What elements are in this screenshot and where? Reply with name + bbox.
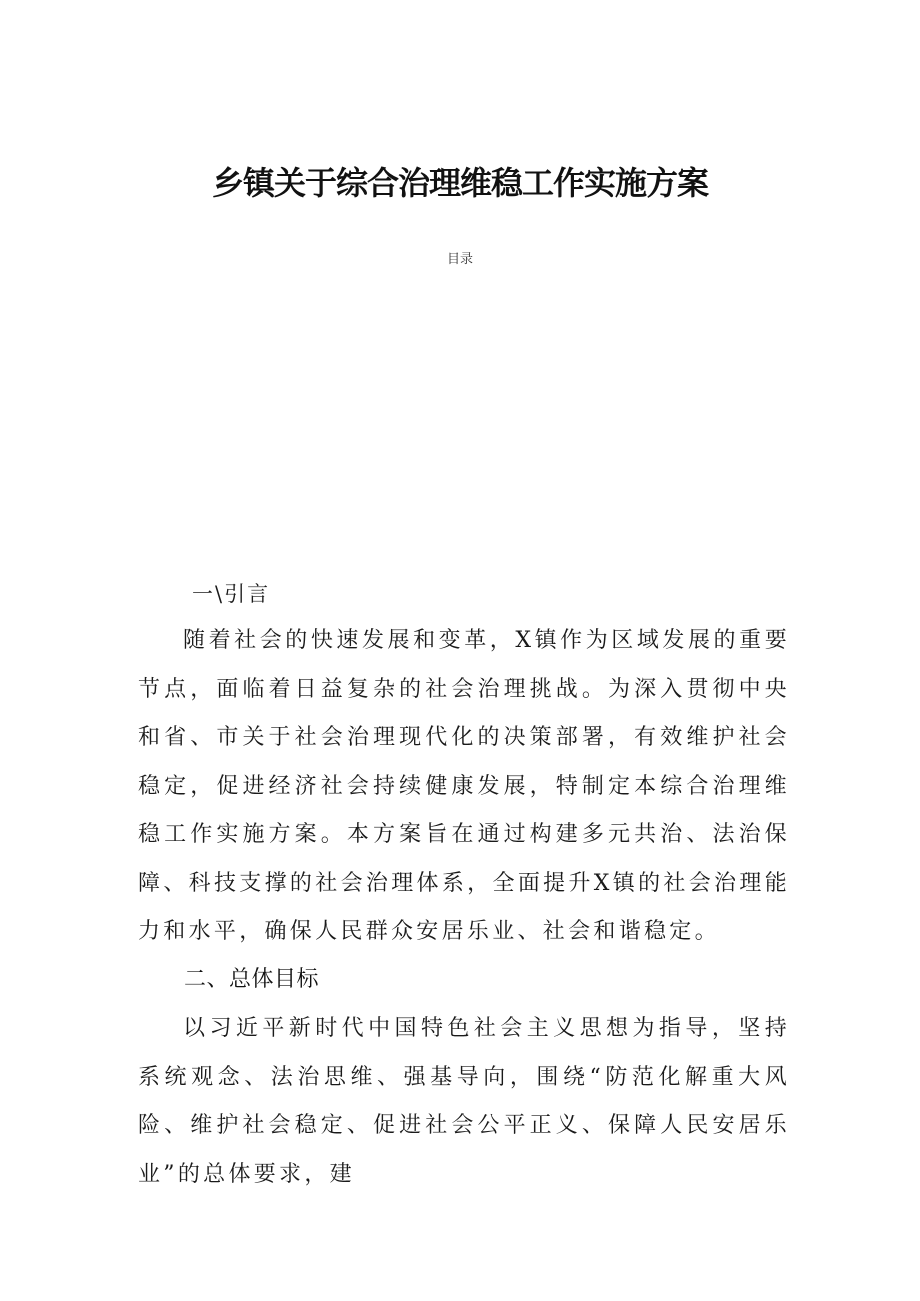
section-heading-overall-goals: 二、总体目标 [184,967,320,992]
introduction-paragraph: 随着社会的快速发展和变革，X镇作为区域发展的重要节点，面临着日益复杂的社会治理挑战。为深入贯彻中央和省、市关于社会治理现代化的决策部署，有效维护社会稳定，促进经济社会持续健康发展，特制定本综合治理维稳工作实施方案。本方案旨在通过构建多元共治、法治保障、科技支撑的社会治理体系，全面提升X镇的社会治理能力和水平，确保人民群众安居乐业、社会和谐稳定。 [138,628,790,944]
table-of-contents-label: 目录 [446,252,473,267]
section-heading-introduction: 一\引言 [192,582,271,606]
document-title: 乡镇关于综合治理维稳工作实施方案 [211,164,708,202]
overall-goals-paragraph: 以习近平新时代中国特色社会主义思想为指导，坚持系统观念、法治思维、强基导向，围绕“防范化解重大风险、维护社会稳定、促进社会公平正义、保障人民安居乐业”的总体要求，建 [138,1016,790,1187]
